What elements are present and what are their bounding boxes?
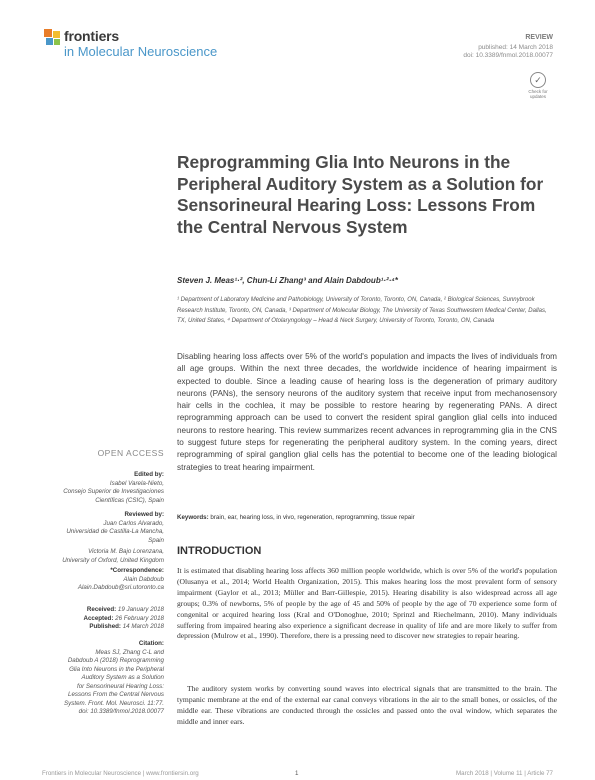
check-for-updates-button[interactable] <box>523 72 553 104</box>
citation-line: doi: 10.3389/fnmol.2018.00077 <box>78 708 164 715</box>
open-access-label: OPEN ACCESS <box>97 448 164 458</box>
received-date: 19 January 2018 <box>117 606 164 613</box>
published-date-side: 14 March 2018 <box>122 623 164 630</box>
citation-block <box>64 640 164 717</box>
citation-line: Glia Into Neurons in the Peripheral <box>69 665 164 673</box>
article-title: Reprogramming Glia Into Neurons in the Peripheral Auditory System as a Solution for Sensorineural Hearing Loss: Lessons From the Central Nervous System <box>177 152 544 237</box>
page-number: 1 <box>295 770 299 777</box>
body-paragraph: It is estimated that disabling hearing loss affects 360 million people worldwide, which is over 5% of the world's population (Olusanya et al., 2014; World Health Organization, 2015). This makes hearing loss the most prevalent form of sensory impairment (Gaylor et al., 2013; Müller and Barr-Gillespie, 2015). Hearing disability is also widespread across all age groups; 0.3% of newborns, 5% of people by the age of 45 and 50% of people by the age of 70 experience some form of congenital or acquired hearing loss (Kral and O'Donoghue, 2010; Sprinzl and Riechelmann, 2010). Many individuals suffering from impaired hearing also experience a significant decrease in quality of life and are more likely to suffer from depression (Mulrow et al., 1990). Therefore, there is a pressing need to discover new strategies to repair hearing. <box>177 566 557 641</box>
accepted-date: 26 February 2018 <box>115 614 164 622</box>
journal-name: in Molecular Neuroscience <box>64 44 218 59</box>
editor-line: Científicas (CSIC), Spain <box>95 496 164 504</box>
reviewer-line: Victoria M. Bajo Lorenzana, <box>88 548 164 555</box>
received-label: Received: <box>86 606 117 613</box>
correspondence-label: *Correspondence: <box>110 567 164 574</box>
editor-line: Isabel Varela-Nieto, <box>109 479 164 487</box>
citation-line: Lessons From the Central Nervous <box>68 691 164 698</box>
citation-line: for Sensorineural Hearing Loss: <box>76 682 164 690</box>
author-list: Steven J. Meas¹·², Chun-Li Zhang³ and Alain Dabdoub¹·²·⁴* <box>177 276 398 285</box>
citation-line: Auditory System as a Solution <box>81 674 164 681</box>
footer-issue: March 2018 | Volume 11 | Article 77 <box>456 770 553 777</box>
reviewer-line: Spain <box>148 536 164 544</box>
affiliations: ¹ Department of Laboratory Medicine and Pathobiology, University of Toronto, Toronto, ON, Canada, ² Biological Sciences, Sunnybrook Research Institute, Toronto, ON, Canada, ³ Department of Molecular Biology, The University of Texas Southwestern Medical Center, Dallas, TX, United States, ⁴ Department of Otolaryngology – Head & Neck Surgery, University of Toronto, Toronto, ON, Canada <box>177 297 547 324</box>
reviewer-line: Juan Carlos Alvarado, <box>103 519 164 527</box>
edited-by-block <box>63 471 164 505</box>
editor-line: Consejo Superior de Investigaciones <box>63 488 164 495</box>
published-label: Published: <box>89 623 121 630</box>
check-updates-label: Check for updates <box>528 89 548 99</box>
citation-label: Citation: <box>138 640 164 647</box>
edited-by-label: Edited by: <box>134 471 164 478</box>
frontiers-logo-icon <box>42 27 64 49</box>
reviewer-line: University of Oxford, United Kingdom <box>62 556 164 564</box>
citation-line: Meas SJ, Zhang C-L and <box>95 648 164 656</box>
correspondence-name: Alain Dabdoub <box>123 575 164 583</box>
article-type: REVIEW <box>525 34 553 41</box>
update-check-icon: ✓ <box>530 72 546 88</box>
reviewer-line: Universidad de Castilla-La Mancha, <box>66 528 164 535</box>
citation-line: Dabdoub A (2018) Reprogramming <box>67 657 164 664</box>
dates-block <box>83 606 164 632</box>
body-paragraph: The auditory system works by converting sound waves into electrical signals that are transmitted to the brain. The tympanic membrane at the end of the external ear canal conveys vibrations in the air to the small bones, or ossicles, of the middle ear. These vibrations are conducted through the ossicles and passed onto the oval window, which separates the middle and inner ears. <box>177 684 557 726</box>
keywords-label: Keywords: <box>177 514 209 521</box>
reviewed-by-label: Reviewed by: <box>124 511 164 518</box>
section-heading: INTRODUCTION <box>177 545 262 557</box>
doi-link[interactable]: doi: 10.3389/fnmol.2018.00077 <box>463 52 553 59</box>
correspondence-email[interactable]: Alain.Dabdoub@sri.utoronto.ca <box>77 584 164 591</box>
footer-journal: Frontiers in Molecular Neuroscience | www.frontiersin.org <box>42 770 199 777</box>
abstract: Disabling hearing loss affects over 5% of the world's population and impacts the lives of individuals from all age groups. Within the next three decades, the worldwide incidence of hearing impairment is expected to double. Since a leading cause of hearing loss is the degeneration of primary auditory neurons (PANs), the sensory neurons of the auditory system that receive input from mechanosensory hair cells in the cochlea, it may be possible to restore hearing by regenerating PANs. A direct reprogramming approach can be used to convert the resident spiral ganglion glial cells into induced neurons to restore hearing. This review summarizes recent advances in reprogramming glia in the CNS to suggest future steps for regenerating the peripheral auditory system. In the coming years, direct reprogramming of spiral ganglion glial cells has the potential to become one of the leading biological strategies to treat hearing impairment. <box>177 352 557 472</box>
published-date: published: 14 March 2018 <box>478 44 553 51</box>
reviewed-by-block <box>62 511 164 565</box>
publisher-logo-text: frontiers <box>64 28 119 44</box>
citation-line: System. Front. Mol. Neurosci. 11:77. <box>64 699 164 707</box>
keywords <box>177 514 415 521</box>
keywords-text: brain, ear, hearing loss, in vivo, regeneration, reprogramming, tissue repair <box>210 514 415 521</box>
accepted-label: Accepted: <box>83 614 114 622</box>
correspondence-block <box>78 567 164 593</box>
